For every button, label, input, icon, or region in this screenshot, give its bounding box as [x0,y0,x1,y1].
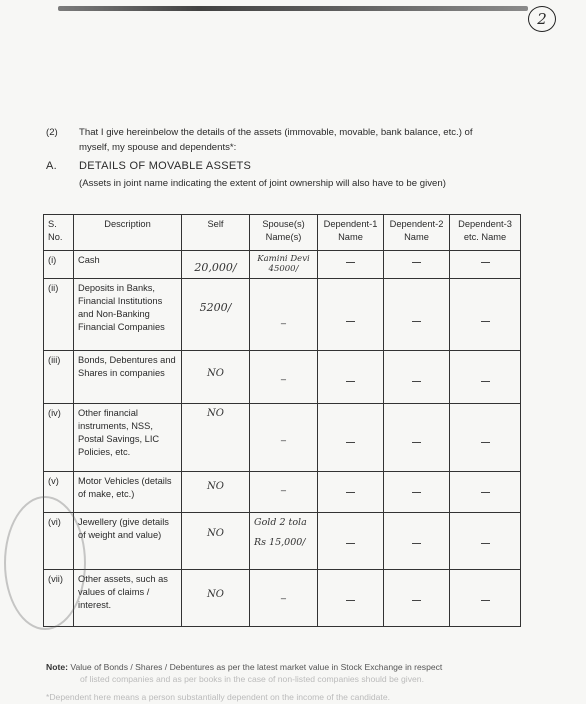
cell-sno: (i) [44,251,74,279]
header-self: Self [182,215,250,251]
table-row [44,404,521,472]
cell-sno: (ii) [44,279,74,351]
cell-self: NO [182,570,250,627]
header-sno: S. No. [44,215,74,251]
spouse-amount: 45000/ [268,264,299,274]
cell-dependent-3 [450,351,521,404]
cell-dependent-3 [450,472,521,513]
cell-sno: (iv) [44,404,74,472]
cell-dependent-3 [450,404,521,472]
cell-self: NO [182,472,250,513]
cell-description: Deposits in Banks, Financial Institutions and Non-Banking Financial Companies [74,279,182,351]
cell-self: NO [182,404,250,472]
cell-description: Motor Vehicles (details of make, etc.) [74,472,182,513]
cell-dependent-1 [318,513,384,570]
cell-spouse: – [250,279,318,351]
cell-description: Jewellery (give details of weight and value) [74,513,182,570]
cell-description: Cash [74,251,182,279]
cell-spouse [250,251,318,279]
cell-spouse [250,513,318,570]
cell-sno: (vi) [44,513,74,570]
cell-dependent-2 [384,279,450,351]
table-row [44,279,521,351]
cell-spouse: – [250,404,318,472]
cell-self: NO [182,513,250,570]
header-dependent-1: Dependent-1 Name [318,215,384,251]
spouse-name: Kamini Devi [257,254,310,264]
table-header-row [44,215,521,251]
cell-description: Other assets, such as values of claims / interest. [74,570,182,627]
cell-description: Other financial instruments, NSS, Postal Savings, LIC Policies, etc. [74,404,182,472]
cell-dependent-2 [384,513,450,570]
section-title: DETAILS OF MOVABLE ASSETS [79,160,252,172]
cell-dependent-1 [318,404,384,472]
cell-sno: (iii) [44,351,74,404]
cell-dependent-3 [450,279,521,351]
cell-dependent-1 [318,251,384,279]
table-row [44,513,521,570]
cell-dependent-2 [384,570,450,627]
cell-self: NO [182,351,250,404]
table-row [44,351,521,404]
cell-spouse: – [250,472,318,513]
cell-dependent-1 [318,570,384,627]
cell-dependent-2 [384,404,450,472]
scan-edge-line [58,6,528,11]
note-text-1: Value of Bonds / Shares / Debentures as per the latest market value in Stock Exchange in respect [70,662,443,672]
cell-dependent-1 [318,279,384,351]
header-dependent-2: Dependent-2 Name [384,215,450,251]
cell-spouse: – [250,570,318,627]
header-spouse: Spouse(s) Name(s) [250,215,318,251]
header-dependent-3: Dependent-3 etc. Name [450,215,521,251]
note-line-2: of listed companies and as per books in the case of non-listed companies should be given. [80,674,424,684]
cell-sno: (vii) [44,570,74,627]
cell-dependent-1 [318,472,384,513]
movable-assets-table [43,214,521,627]
cell-dependent-3 [450,251,521,279]
note-label: Note: [46,662,68,672]
para-number: (2) [46,127,58,138]
table-row [44,472,521,513]
para-text-line1: That I give hereinbelow the details of the assets (immovable, movable, bank balance, etc.) of [79,127,473,138]
spouse-jewellery-value: Rs 15,000/ [254,537,306,548]
cell-spouse: – [250,351,318,404]
note-line-3: *Dependent here means a person substantially dependent on the income of the candidate. [46,692,390,702]
cell-dependent-2 [384,351,450,404]
cell-sno: (v) [44,472,74,513]
section-letter: A. [46,160,57,172]
table-row [44,570,521,627]
spouse-jewellery-detail: Gold 2 tola [254,517,307,528]
para-text-line2: myself, my spouse and dependents*: [79,142,237,153]
cell-self: 5200/ [182,279,250,351]
header-description: Description [74,215,182,251]
cell-self: 20,000/ [182,251,250,279]
note-line-1 [46,662,566,672]
cell-dependent-3 [450,513,521,570]
cell-dependent-2 [384,251,450,279]
table-row [44,251,521,279]
cell-description: Bonds, Debentures and Shares in companies [74,351,182,404]
cell-dependent-3 [450,570,521,627]
page-number: 2 [528,6,556,32]
cell-dependent-2 [384,472,450,513]
official-seal-stamp [4,496,86,630]
section-subtitle: (Assets in joint name indicating the extent of joint ownership will also have to be given) [79,178,446,189]
cell-dependent-1 [318,351,384,404]
